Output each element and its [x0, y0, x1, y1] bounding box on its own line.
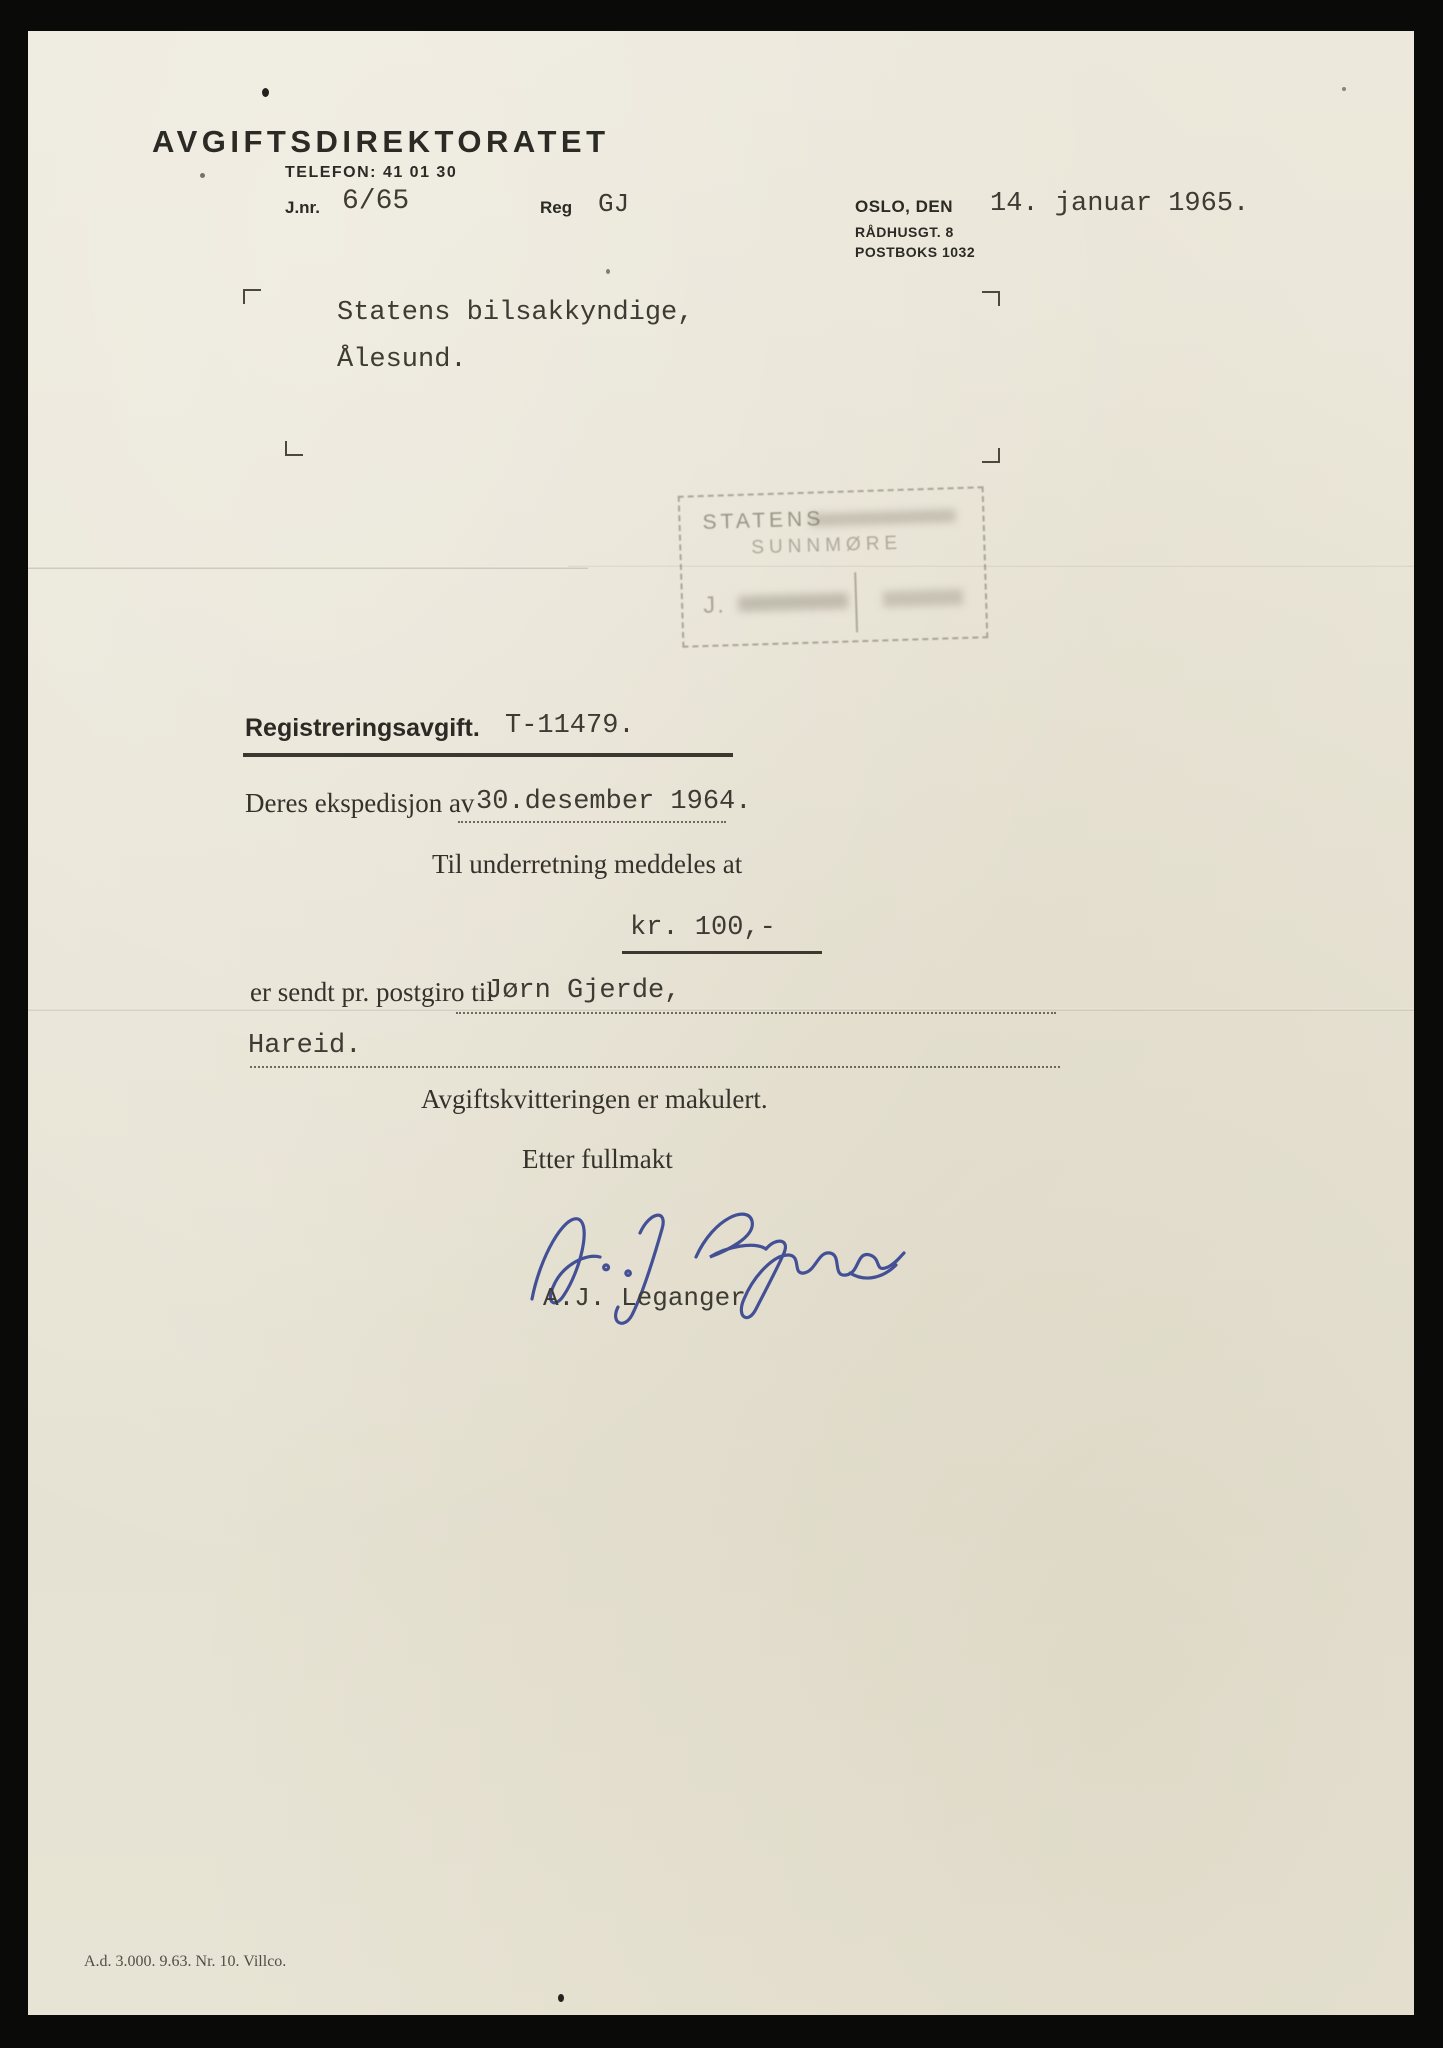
letter-date: 14. januar 1965.	[990, 189, 1250, 219]
journal-number: 6/65	[342, 186, 410, 217]
org-postbox: POSTBOKS 1032	[855, 244, 976, 260]
reg-initials: GJ	[598, 189, 630, 219]
received-stamp	[678, 486, 989, 648]
stamp-smudge	[883, 589, 963, 608]
receipt-note: Avgiftskvitteringen er makulert.	[421, 1084, 768, 1114]
signature-script-text	[28, 31, 29, 32]
address-corner-bottom-left	[285, 441, 303, 456]
city-label: OSLO, DEN	[855, 197, 954, 216]
expedition-dotted-line	[458, 821, 726, 823]
stamp-smudge	[738, 593, 848, 612]
amount-value: kr. 100,-	[630, 913, 776, 943]
recipient-line-2: Ålesund.	[337, 345, 467, 375]
address-corner-top-right	[982, 291, 1000, 306]
sent-prefix: er sendt pr. postgiro til	[250, 977, 494, 1007]
notice-line: Til underretning meddeles at	[432, 849, 743, 879]
org-name: AVGIFTSDIREKTORATET	[152, 124, 610, 159]
journal-label: J.nr.	[285, 198, 320, 217]
reg-label: Reg	[540, 198, 573, 217]
fold-crease	[28, 1008, 1414, 1011]
subject-number: T-11479.	[505, 711, 635, 741]
address-corner-top-left	[243, 289, 261, 304]
form-imprint: A.d. 3.000. 9.63. Nr. 10. Villco.	[84, 1953, 287, 1970]
sent-to-name: Jørn Gjerde,	[486, 976, 681, 1006]
signature-typed-name: A.J. Leganger	[543, 1283, 746, 1313]
amount-underline	[622, 951, 822, 954]
org-phone: TELEFON: 41 01 30	[285, 164, 458, 181]
stamp-divider	[854, 572, 858, 632]
expedition-prefix: Deres ekspedisjon av	[245, 788, 475, 818]
sent-to-dotted-line	[456, 1012, 1056, 1014]
stamp-line-3: J.	[702, 591, 727, 620]
closing-phrase: Etter fullmakt	[522, 1144, 673, 1174]
address-corner-bottom-right	[982, 448, 1000, 463]
paper-speck	[200, 173, 205, 178]
paper-speck	[262, 88, 269, 97]
org-street: RÅDHUSGT. 8	[855, 224, 954, 240]
fold-crease	[28, 566, 588, 569]
sent-place: Hareid.	[248, 1031, 362, 1061]
signature-ink	[510, 1199, 910, 1334]
subject-underline	[243, 753, 733, 757]
subject-label: Registreringsavgift.	[245, 714, 480, 742]
stamp-line-2: SUNNMØRE	[751, 532, 903, 559]
paper-speck	[1342, 87, 1346, 91]
stamp-line-1: STATENS	[702, 507, 825, 535]
stamp-smudge	[810, 509, 955, 527]
place-dotted-line	[250, 1066, 1060, 1068]
paper-speck	[606, 269, 610, 274]
letter-page	[28, 31, 1414, 2015]
paper-speck	[558, 1994, 564, 2002]
recipient-line-1: Statens bilsakkyndige,	[337, 298, 694, 328]
expedition-date: 30.desember 1964.	[476, 787, 752, 817]
